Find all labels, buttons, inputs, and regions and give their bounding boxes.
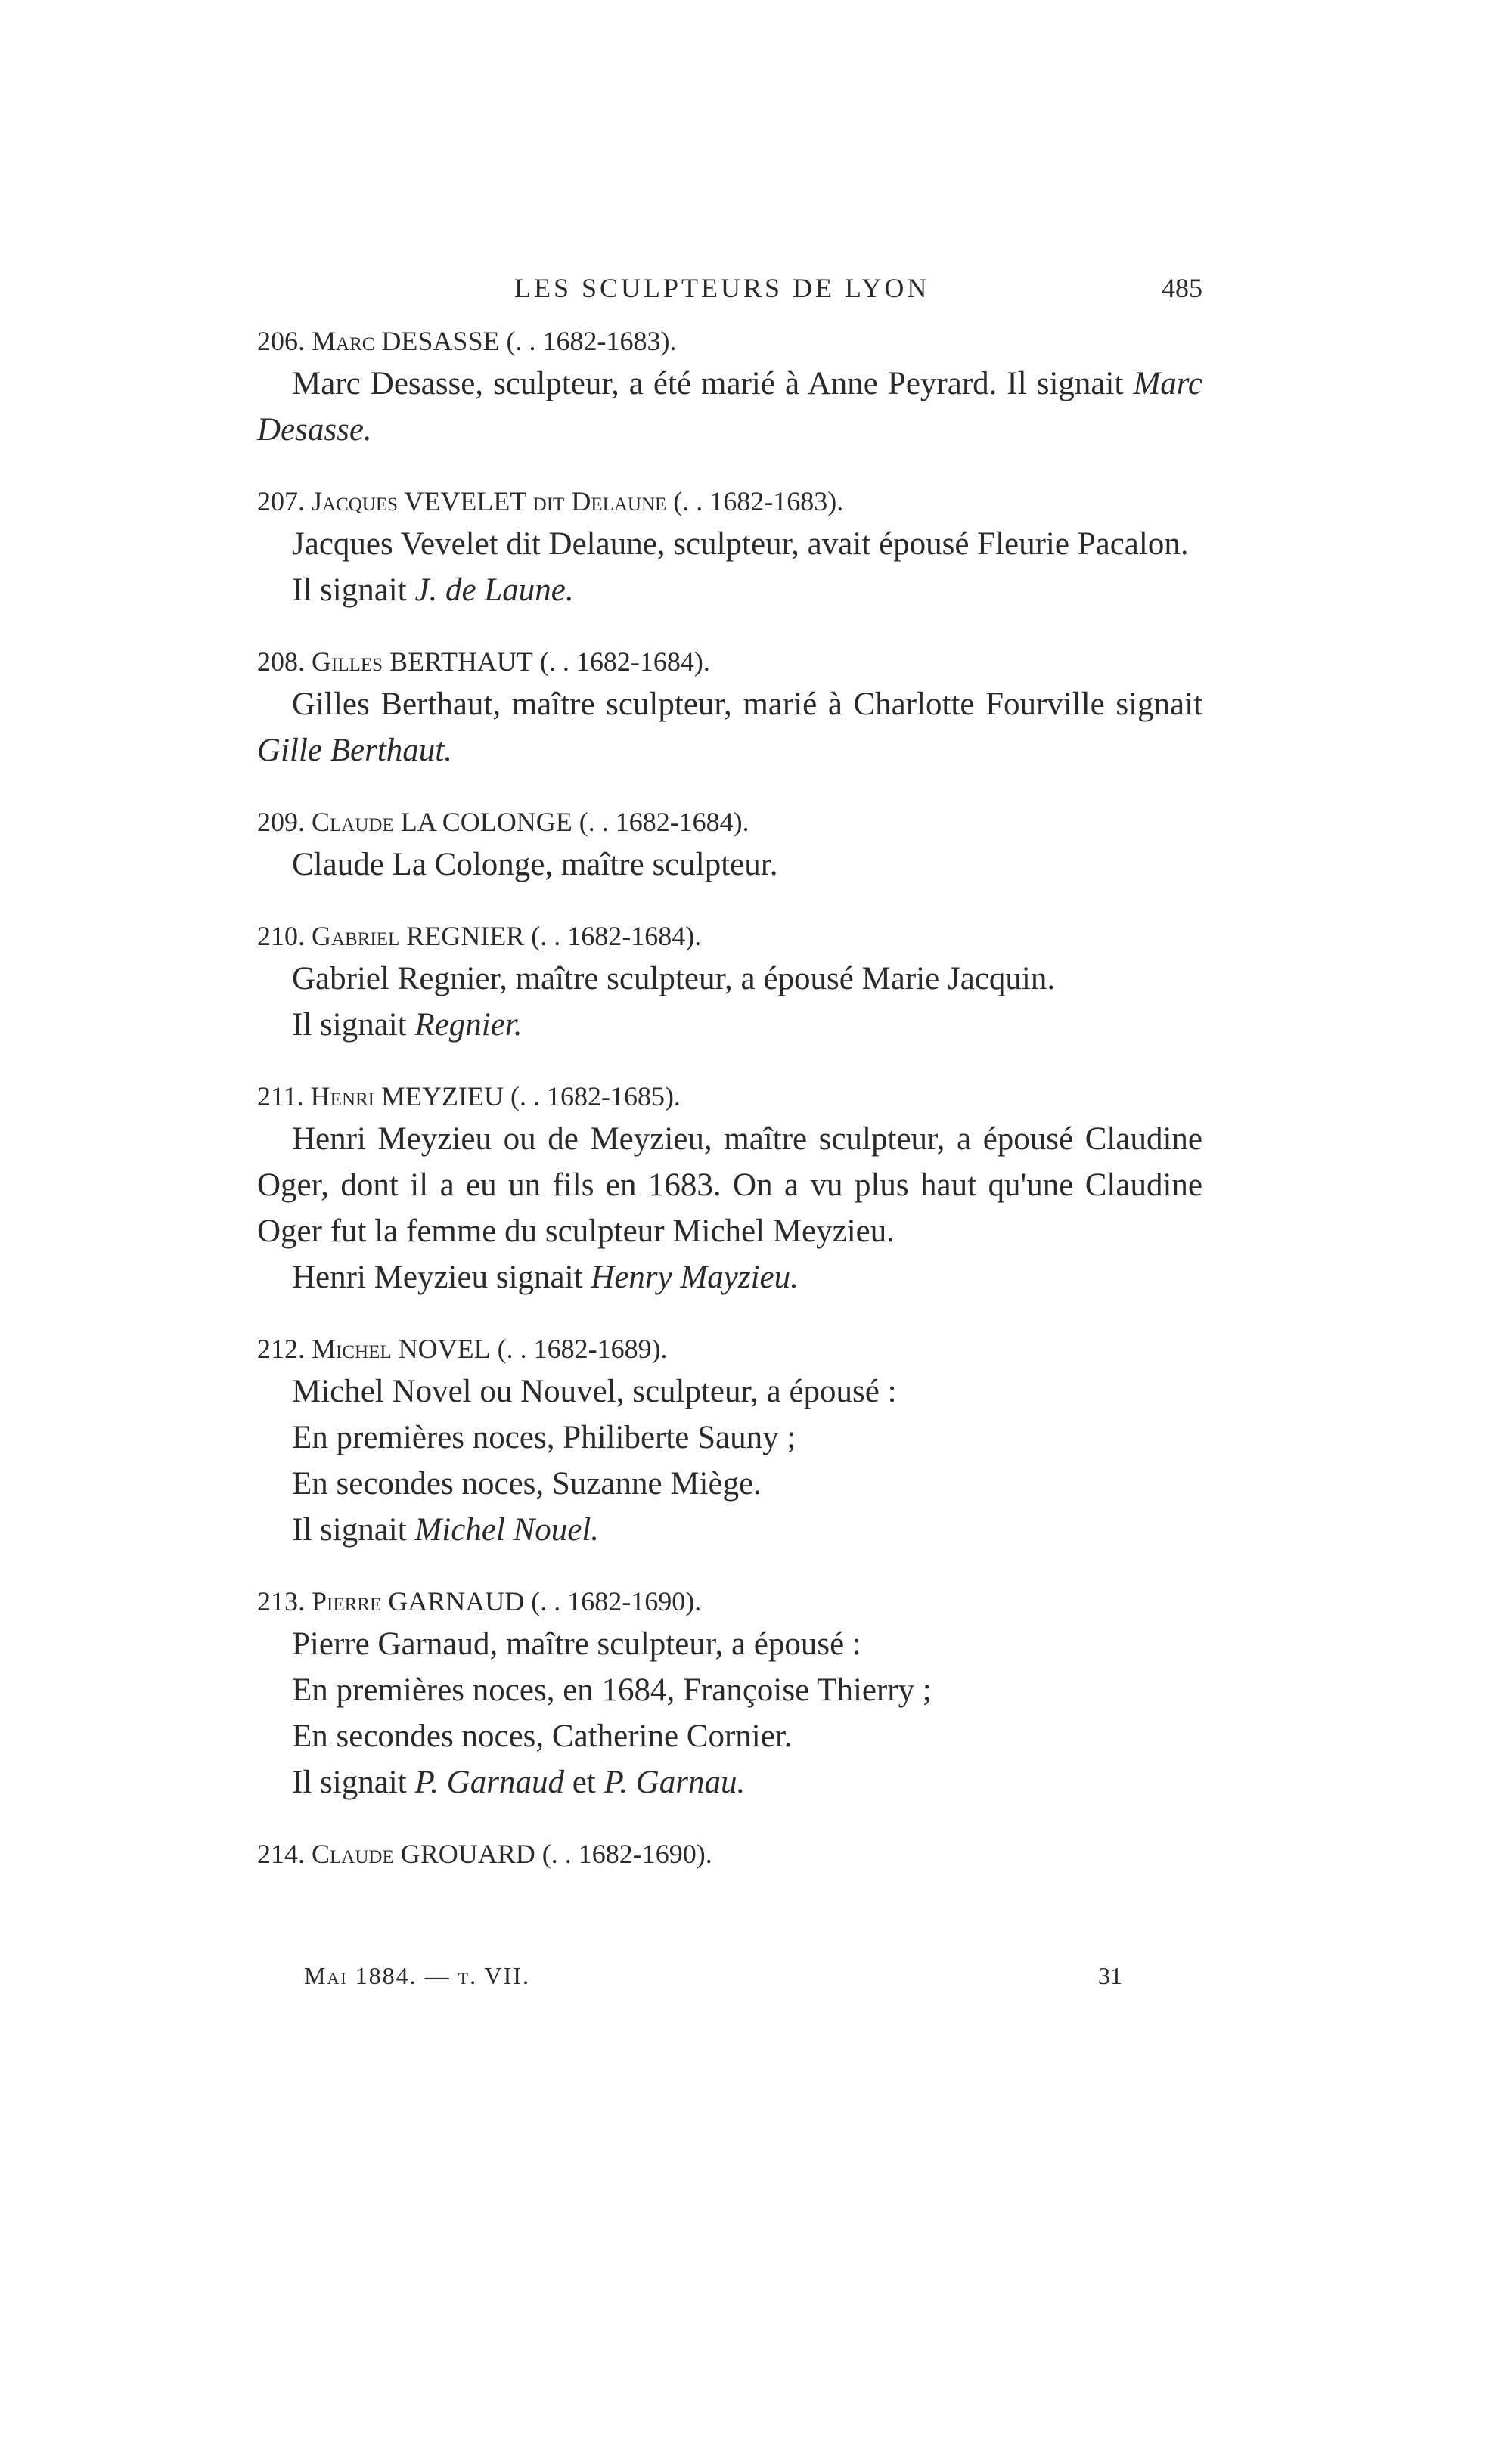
entry-heading bbox=[257, 802, 1202, 841]
entry-text: Michel Novel ou Nouvel, sculpteur, a épousé : bbox=[292, 1374, 897, 1409]
entry-line: Gilles Berthaut, maître sculpteur, marié à Charlotte Fourville signait bbox=[292, 687, 1202, 722]
entry-number: 211. bbox=[257, 1081, 304, 1111]
signature: Regnier. bbox=[414, 1007, 523, 1043]
entry-dates: (. . 1682-1683). bbox=[506, 326, 677, 356]
entry-name: Claude GROUARD bbox=[312, 1839, 535, 1869]
entry-line: Henri Meyzieu signait bbox=[292, 1260, 591, 1295]
entry-dates: (. . 1682-1690). bbox=[541, 1839, 712, 1869]
entry-text: Gabriel Regnier, maître sculpteur, a épousé Marie Jacquin. bbox=[292, 961, 1056, 996]
entry-heading bbox=[257, 482, 1202, 521]
entry-number: 208. bbox=[257, 646, 305, 677]
entry-text: En secondes noces, Suzanne Miège. bbox=[292, 1466, 762, 1502]
entry-214 bbox=[257, 1834, 1202, 1874]
entry-heading bbox=[257, 916, 1202, 956]
signature: Michel Nouel. bbox=[414, 1512, 600, 1548]
page-footer bbox=[281, 1962, 1151, 2007]
entry-line: Il signait bbox=[292, 1512, 415, 1548]
entry-name: Pierre GARNAUD bbox=[312, 1586, 525, 1616]
entry-213 bbox=[257, 1582, 1202, 1805]
entry-dates: (. . 1682-1684). bbox=[539, 646, 710, 677]
page-number: 485 bbox=[1162, 273, 1202, 303]
entry-dates: (. . 1682-1690). bbox=[531, 1586, 702, 1616]
entry-text: Pierre Garnaud, maître sculpteur, a épousé : bbox=[292, 1626, 861, 1662]
entry-text bbox=[257, 1507, 1202, 1553]
entry-name: Michel NOVEL bbox=[312, 1334, 491, 1364]
entry-text bbox=[257, 361, 1202, 453]
entry-text: En premières noces, Philiberte Sauny ; bbox=[292, 1420, 796, 1455]
entry-heading bbox=[257, 321, 1202, 361]
entry-number: 212. bbox=[257, 1334, 305, 1364]
entry-text: En secondes noces, Catherine Cornier. bbox=[292, 1719, 793, 1754]
entry-heading bbox=[257, 1582, 1202, 1621]
entry-heading bbox=[257, 642, 1202, 681]
entry-number: 210. bbox=[257, 921, 305, 951]
signature: P. Garnaud bbox=[414, 1765, 564, 1800]
entry-heading bbox=[257, 1329, 1202, 1368]
signature: P. Garnau. bbox=[604, 1765, 746, 1800]
entry-dates: (. . 1682-1689). bbox=[497, 1334, 668, 1364]
entry-text bbox=[257, 1759, 1202, 1805]
entry-line: et bbox=[563, 1765, 604, 1800]
entry-name: Gilles BERTHAUT bbox=[312, 646, 533, 677]
entry-line: Marc Desasse, sculpteur, a été marié à Anne Peyrard. Il signait bbox=[292, 366, 1134, 401]
entry-name: Henri MEYZIEU bbox=[310, 1081, 504, 1111]
entry-line: Il signait bbox=[292, 1765, 415, 1800]
entry-heading bbox=[257, 1077, 1202, 1116]
entry-text bbox=[257, 1254, 1202, 1300]
signature: J. de Laune. bbox=[414, 572, 574, 608]
entry-text: En premières noces, en 1684, Françoise Thierry ; bbox=[292, 1672, 932, 1708]
entry-207 bbox=[257, 482, 1202, 613]
entry-heading bbox=[257, 1834, 1202, 1874]
entry-text: Claude La Colonge, maître sculpteur. bbox=[292, 847, 778, 882]
running-title: LES SCULPTEURS DE LYON bbox=[514, 273, 930, 303]
entry-209 bbox=[257, 802, 1202, 888]
entry-number: 209. bbox=[257, 807, 305, 837]
entry-dates: (. . 1682-1683). bbox=[673, 486, 844, 516]
entry-206 bbox=[257, 321, 1202, 453]
entry-212 bbox=[257, 1329, 1202, 1553]
entry-text bbox=[257, 567, 1202, 613]
entry-dates: (. . 1682-1684). bbox=[531, 921, 702, 951]
entry-name: Jacques VEVELET dit Delaune bbox=[312, 486, 667, 516]
signature: Marc Desasse. bbox=[257, 366, 1202, 448]
entry-line: Il signait bbox=[292, 1007, 415, 1043]
signature: Gille Berthaut. bbox=[257, 733, 452, 768]
entry-name: Claude LA COLONGE bbox=[312, 807, 572, 837]
entry-name: Gabriel REGNIER bbox=[312, 921, 525, 951]
running-header bbox=[257, 266, 1202, 311]
entry-number: 213. bbox=[257, 1586, 305, 1616]
entry-211 bbox=[257, 1077, 1202, 1300]
entry-number: 214. bbox=[257, 1839, 305, 1869]
entry-name: Marc DESASSE bbox=[312, 326, 500, 356]
entry-dates: (. . 1682-1685). bbox=[510, 1081, 681, 1111]
entry-text: Henri Meyzieu ou de Meyzieu, maître sculpteur, a épousé Claudine Oger, dont il a eu un fils en 1683. On a vu plus haut qu'une Claudine Oger fut la femme du sculpteur Michel Meyzieu. bbox=[257, 1121, 1202, 1249]
signature: Henry Mayzieu. bbox=[591, 1260, 799, 1295]
entry-dates: (. . 1682-1684). bbox=[579, 807, 749, 837]
entry-208 bbox=[257, 642, 1202, 773]
signature-mark: 31 bbox=[1098, 1962, 1122, 1989]
entry-line: Il signait bbox=[292, 572, 415, 608]
entry-text bbox=[257, 681, 1202, 773]
entry-number: 206. bbox=[257, 326, 305, 356]
entry-text: Jacques Vevelet dit Delaune, sculpteur, avait épousé Fleurie Pacalon. bbox=[292, 526, 1189, 562]
entry-210 bbox=[257, 916, 1202, 1048]
issue-line: Mai 1884. — t. VII. bbox=[304, 1962, 530, 1989]
entry-text bbox=[257, 1002, 1202, 1048]
page-body bbox=[257, 321, 1202, 1902]
entry-number: 207. bbox=[257, 486, 305, 516]
